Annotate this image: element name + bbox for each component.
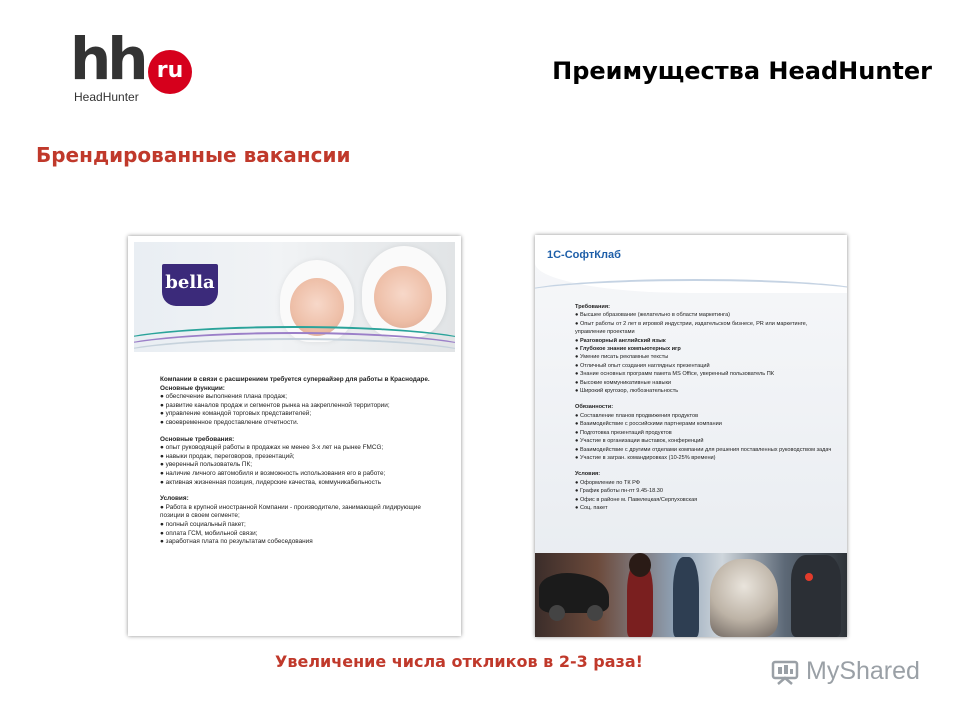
vacancy-intro: Компании в связи с расширением требуется супервайзер для работы в Краснодаре.	[160, 376, 430, 383]
list-item: ● График работы пн-пт 9.45-18.30	[575, 488, 664, 495]
list-item: ● Офис в районе м. Павелецкая/Серпуховская	[575, 496, 698, 503]
list-item: ● активная жизненная позиция, лидерские качества, коммуникабельность	[160, 478, 382, 486]
logo-mark: hh	[70, 25, 145, 93]
list-item: ● развитие каналов продаж и сегментов рынка на закрепленной территории;	[160, 401, 390, 409]
list-item: ● наличие личного автомобиля и возможность использования его в работе;	[160, 469, 386, 477]
logo-name: HeadHunter	[74, 90, 139, 104]
list-item: ● Участие в организации выставок, конференций	[575, 438, 704, 445]
section-title: Брендированные вакансии	[36, 143, 351, 167]
slide-title: Преимущества HeadHunter	[552, 57, 932, 85]
list-item: ● управление командой торговых представителей;	[160, 410, 312, 418]
requirements-heading: Основные требования:	[160, 435, 235, 443]
list-item: ● Умение писать рекламные тексты	[575, 354, 669, 361]
list-item: ● Высшее образование (желательно в области маркетинга)	[575, 312, 731, 319]
bella-logo: bella	[162, 264, 218, 306]
conditions-heading: Условия:	[575, 471, 601, 478]
conditions-heading: Условия:	[160, 495, 189, 503]
list-item: ● Участие в загран. командировках (10-25% времени)	[575, 454, 716, 461]
list-item: ● навыки продаж, переговоров, презентаций;	[160, 452, 295, 460]
list-item: ● обеспечение выполнения плана продаж;	[160, 393, 288, 401]
softclub-vacancy-text	[575, 303, 837, 512]
list-item: ● Знание основных программ пакета MS Office, уверенный пользователь ПК	[575, 371, 775, 378]
list-item: ● Разговорный английский язык	[575, 337, 666, 344]
list-item: ● уверенный пользователь ПК;	[160, 461, 253, 469]
list-item: ● Взаимодействие с другими отделами компании для решения поставленных руководством задач	[575, 446, 832, 453]
list-item: ● Подготовка презентаций продуктов	[575, 429, 672, 436]
list-item: ● Широкий кругозор, любознательность	[575, 388, 679, 395]
list-item: ● полный социальный пакет;	[160, 520, 246, 528]
baby-image	[374, 266, 432, 328]
bella-banner-image	[134, 242, 455, 352]
myshared-watermark: MyShared	[806, 657, 920, 685]
bella-vacancy-text	[160, 376, 430, 547]
list-item: ● оплата ГСМ, мобильной связи;	[160, 529, 258, 537]
list-item: ● заработная плата по результатам собеседования	[160, 538, 313, 546]
list-item: ● опыт руководящей работы в продажах не менее 3-х лет на рынке FMCG;	[160, 444, 384, 452]
list-item: ● Составление планов продвижения продуктов	[575, 412, 699, 419]
list-item: ● Оформление по ТК РФ	[575, 479, 641, 486]
headhunter-logo	[70, 25, 195, 108]
list-item: ● Работа в крупной иностранной Компании - производителе, занимающей лидирующие позиции в своем сегменте;	[160, 503, 421, 520]
list-item: ● Отличный опыт создания наглядных презентаций	[575, 362, 710, 369]
list-item: ● Взаимодействие с российскими партнерами компании	[575, 421, 722, 428]
myshared-logo-icon	[770, 657, 800, 687]
functions-heading: Основные функции:	[160, 384, 225, 392]
vacancy-card-softclub	[535, 235, 847, 637]
list-item: ● своевременное предоставление отчетности.	[160, 418, 299, 426]
list-item: ● Высокие коммуникативные навыки	[575, 379, 672, 386]
list-item: ● Опыт работы от 2 лет в игровой индустрии, издательском бизнесе, PR или маркетинге, управление проектами	[575, 320, 808, 336]
vacancy-card-bella	[128, 236, 461, 636]
duties-heading: Обязанности:	[575, 404, 614, 411]
logo-ru-badge: ru	[148, 50, 192, 94]
requirements-heading: Требования:	[575, 304, 610, 310]
softclub-logo: 1С-СофтКлаб	[547, 249, 621, 261]
game-characters-image	[535, 553, 847, 637]
bottom-caption: Увеличение числа откликов в 2-3 раза!	[275, 652, 643, 671]
list-item: ● Глубокое знание компьютерных игр	[575, 346, 681, 353]
list-item: ● Соц. пакет	[575, 504, 608, 511]
